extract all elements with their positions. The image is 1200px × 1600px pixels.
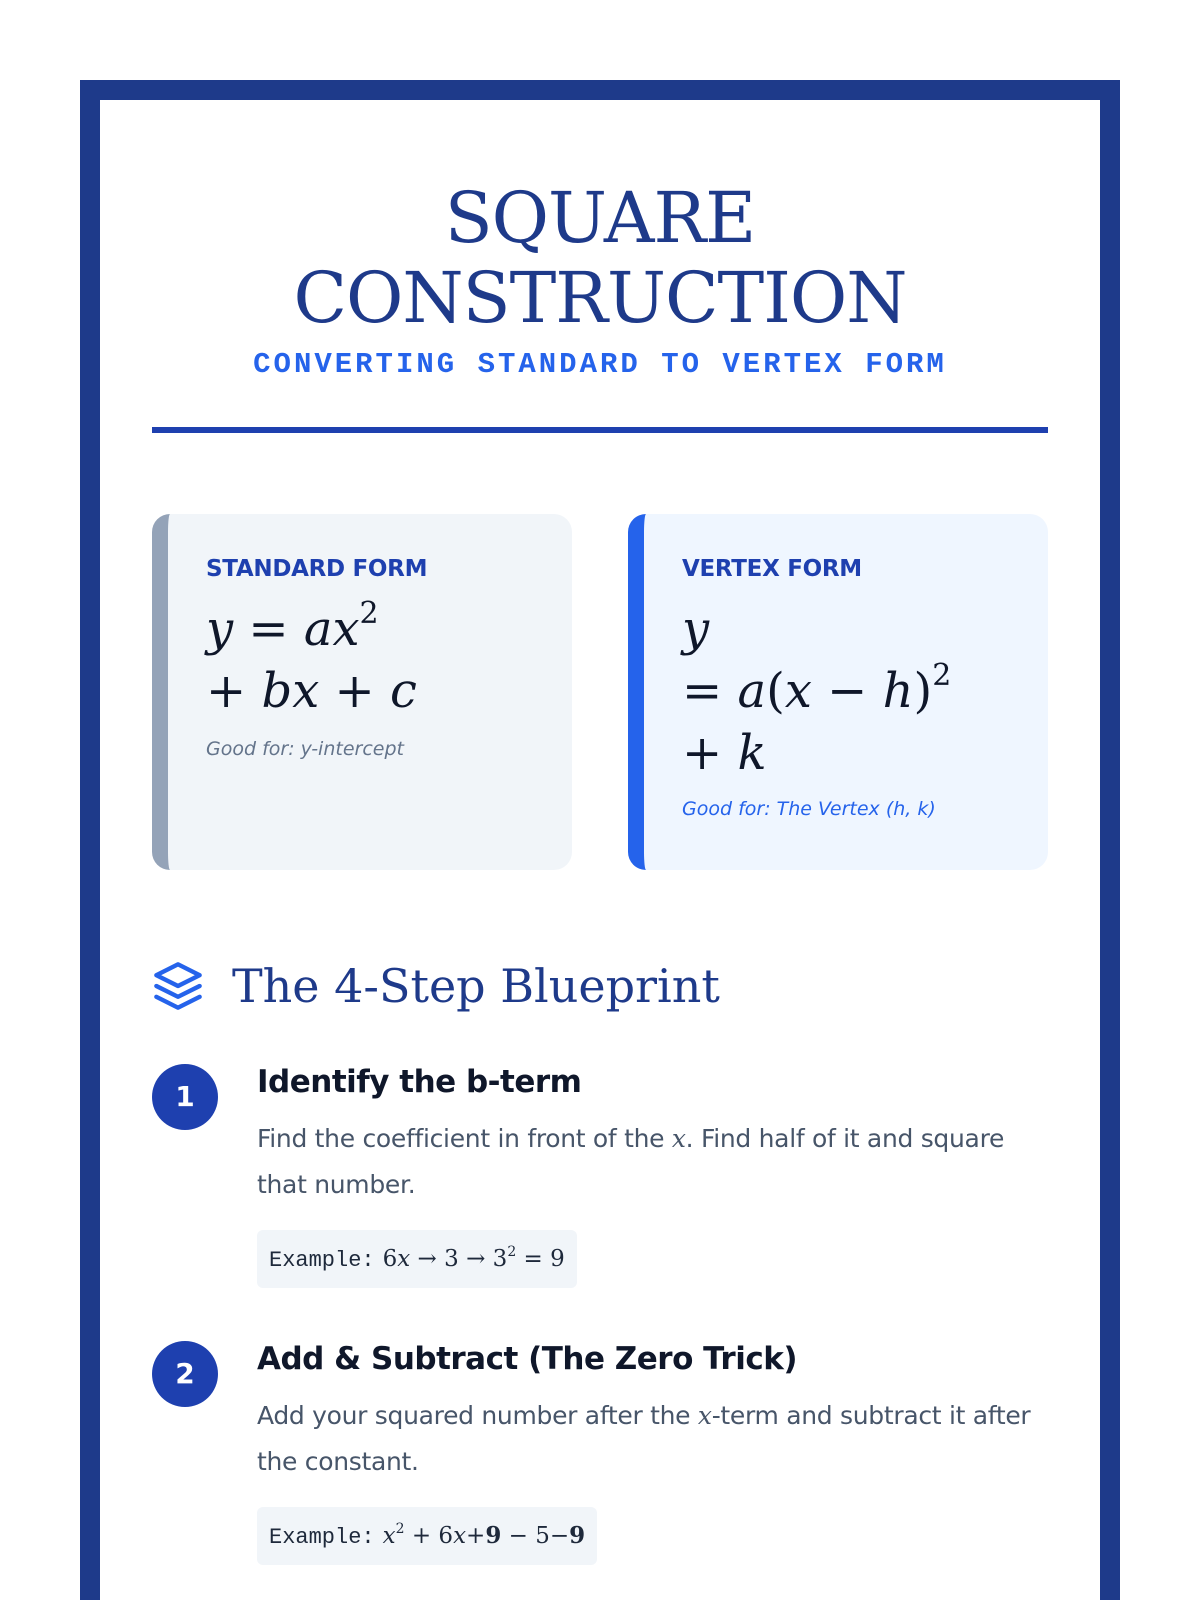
title-line-1: SQUARE [444, 177, 756, 259]
step-title: Identify the b-term [257, 1064, 582, 1100]
blueprint-title: The 4-Step Blueprint [232, 959, 720, 1013]
title-line-2: CONSTRUCTION [293, 257, 907, 339]
vertex-form-card [628, 514, 1048, 870]
step-number-badge: 2 [152, 1341, 218, 1407]
example-label: Example: [269, 1248, 375, 1273]
step-number-badge: 1 [152, 1064, 218, 1130]
example-math: $x^2 + 6x+9 - 5-9$ [382, 1521, 586, 1549]
vertex-form-label: VERTEX FORM [682, 556, 862, 582]
poster-frame [80, 80, 1120, 1600]
step-title: Add & Subtract (The Zero Trick) [257, 1341, 797, 1377]
step-description: Find the coefficient in front of the x. Find half of it and square that number. [257, 1124, 1005, 1199]
step-example [257, 1230, 577, 1288]
page-subtitle: CONVERTING STANDARD TO VERTEX FORM [253, 348, 947, 381]
page-title [152, 178, 1048, 338]
vertex-form-good-for: Good for: The Vertex (h, k) [682, 798, 936, 820]
vertex-form-formula-line-3: + k [682, 725, 767, 781]
standard-form-formula-line-1: $y = ax^2$ [206, 596, 379, 657]
example-math: $6x \to 3 \to 3^2 = 9$ [382, 1244, 565, 1272]
vertex-form-formula-line-2: = $a(x - h)^2$ [682, 658, 952, 719]
vertex-form-formula-line-1: y [682, 601, 710, 657]
layers-icon [152, 960, 204, 1012]
step-example [257, 1507, 597, 1565]
example-label: Example: [269, 1525, 375, 1550]
step-description: Add your squared number after the x-term and subtract it after the constant. [257, 1401, 1031, 1476]
standard-form-formula-line-2: + bx + c [206, 663, 417, 719]
standard-form-card [152, 514, 572, 870]
header-divider [152, 427, 1048, 433]
standard-form-good-for: Good for: y-intercept [206, 738, 404, 760]
standard-form-label: STANDARD FORM [206, 556, 428, 582]
